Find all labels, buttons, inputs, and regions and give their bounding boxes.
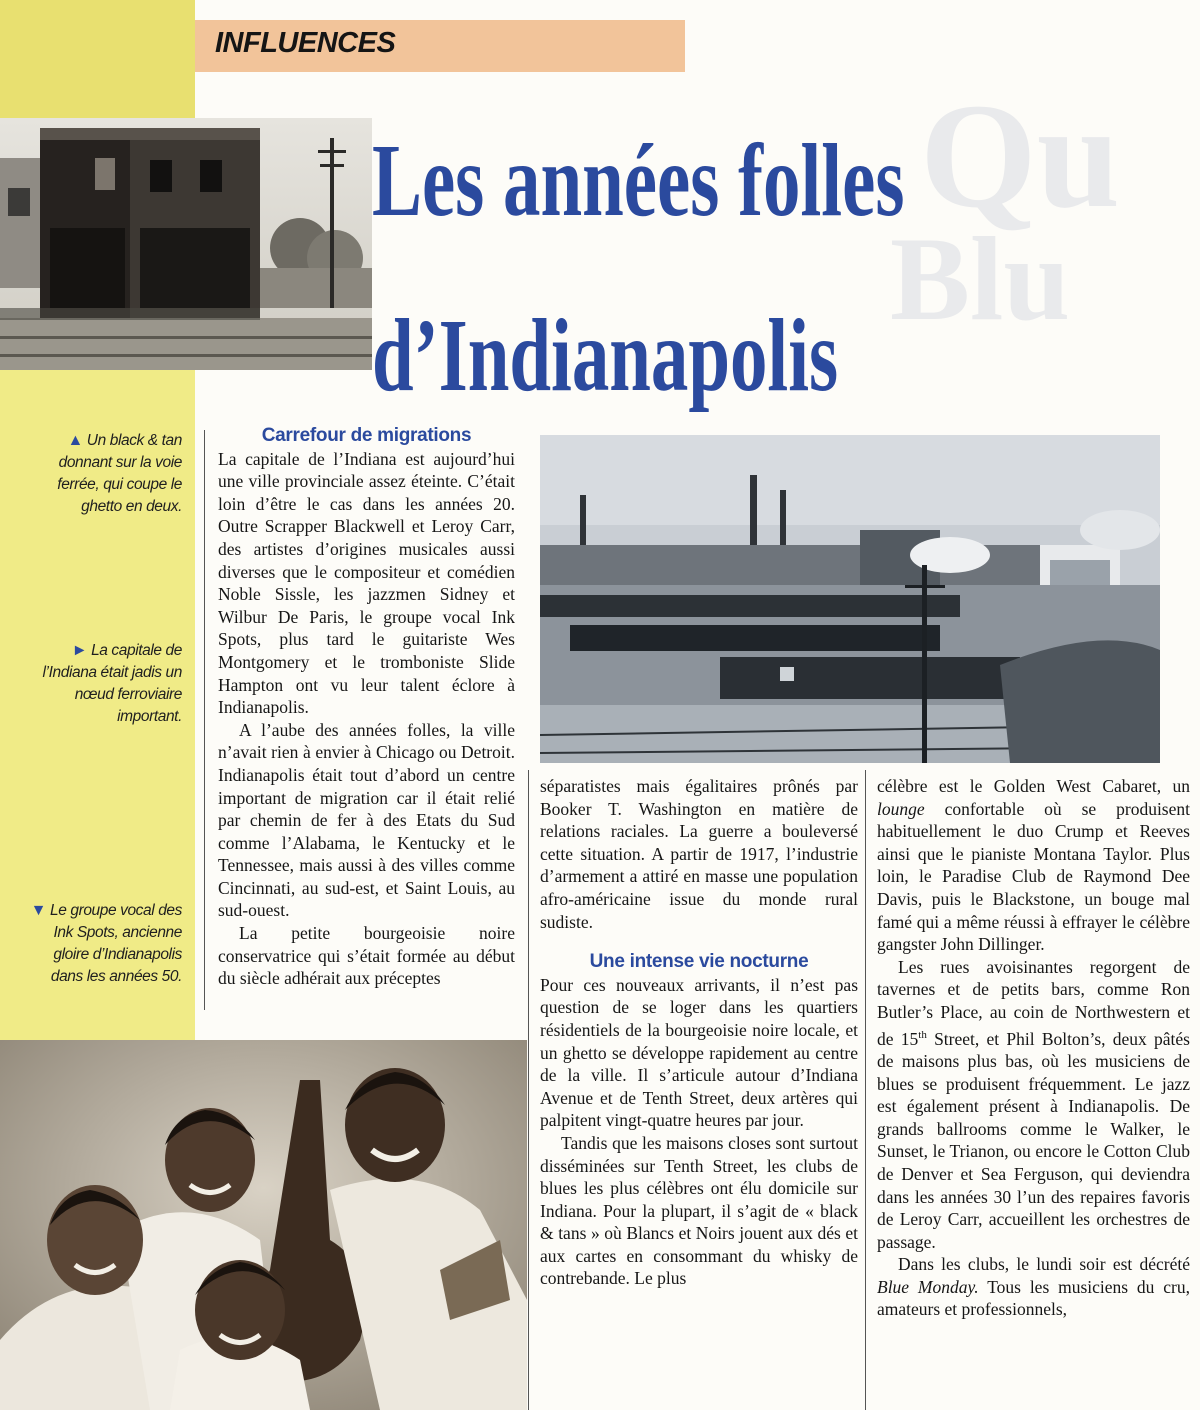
arrow-up-icon: ▲ <box>67 432 83 449</box>
column-divider <box>528 770 529 1410</box>
article-column-3 <box>877 775 1190 1321</box>
paragraph: Les rues avoisinantes regorgent de tavernes et de petits bars, comme Ron Butler’s Place, au coin de Northwestern et de 15th Street, et Phil Bolton’s, deux pâtés de maisons plus bas, où les musiciens de blues se produisent fréquemment. Le jazz est également présent à Indianapolis. De grands ballrooms comme le Walker, le Sunset, le Trianon, ou encore le Cotton Club de Denver et Sea Ferguson, qui deviendra dans les années 30 l’un des repaires favoris de Leroy Carr, accueillent les orchestres de passage. <box>877 956 1190 1252</box>
title-line-2: d’Indianapolis <box>372 298 839 413</box>
caption-text: Un black & tan donnant sur la voie ferrée, qui coupe le ghetto en deux. <box>57 432 182 515</box>
paragraph: célèbre est le Golden West Cabaret, un lounge confortable où se produisent habituellement le duo Crump et Reeves ainsi que le pianiste Montana Taylor. Plus loin, le Paradise Club de Raymond Dee Davis, puis le Blackstone, un bouge mal famé qui a même réussi à effrayer le célèbre gangster John Dillinger. <box>877 776 1190 955</box>
caption-train <box>30 640 182 728</box>
caption-text: Le groupe vocal des Ink Spots, ancienne gloire d’Indianapolis dans les années 50. <box>50 902 182 985</box>
article-column-2 <box>540 775 858 1290</box>
side-band-top <box>0 0 195 118</box>
caption-group <box>30 900 182 988</box>
arrow-down-icon: ▼ <box>30 902 47 919</box>
section-heading: Carrefour de migrations <box>261 425 472 446</box>
railway-yard-photo <box>540 435 1160 763</box>
building-photo <box>0 118 372 370</box>
paragraph: Dans les clubs, le lundi soir est décrété Blue Monday. Tous les musiciens du cru, amateurs et professionnels, <box>877 1254 1190 1320</box>
paragraph: La petite bourgeoisie noire conservatrice qui s’était formée au début du siècle adhérait aux préceptes <box>218 923 515 989</box>
arrow-right-icon: ► <box>71 642 88 659</box>
paragraph: Pour ces nouveaux arrivants, il n’est pas question de se loger dans les quartiers résidentiels de la bourgeoisie noire locale, et un ghetto se développe rapidement au centre de la ville. Il s’articule autour d’Indiana Avenue et de Tenth Street, deux artères qui palpitent vingt-quatre heures par jour. <box>540 974 858 1131</box>
paragraph: La capitale de l’Indiana est aujourd’hui une ville provinciale assez éteinte. C’était loin d’être le cas dans les années 20. Outre Scrapper Blackwell et Leroy Carr, des artistes d’origines musicales aussi diverses que le compositeur et comédien Noble Sissle, les jazzmen Sidney et Wilbur De Paris, le groupe vocal Ink Spots, plus tard le guitariste Wes Montgomery et le tromboniste Slide Hampton ont vu leur talent éclore à Indianapolis. <box>218 448 515 718</box>
section-label: INFLUENCES <box>215 27 396 59</box>
paragraph: séparatistes mais égalitaires prônés par Booker T. Washington en matière de relations raciales. La guerre a bouleversé cette situation. A partir de 1917, l’industrie d’armement a attiré en masse une population afro-américaine issue du monde rural sudiste. <box>540 776 858 932</box>
title-line-1: Les années folles <box>372 123 905 238</box>
ink-spots-photo <box>0 1040 527 1410</box>
caption-text: La capitale de l’Indiana était jadis un nœud ferroviaire important. <box>42 642 182 725</box>
column-divider <box>865 770 866 1410</box>
page-title <box>372 98 962 448</box>
paragraph: Tandis que les maisons closes sont surtout disséminées sur Tenth Street, les clubs de blues les plus célèbres ont élu domicile sur Indiana. Pour la plupart, il s’agit de « black & tans » où Blancs et Noirs jouent aux dés et aux cartes en consommant du whisky de contrebande. Le plus <box>540 1132 858 1289</box>
background-lettering: Qu Blu <box>890 73 1121 345</box>
caption-building <box>30 430 182 518</box>
section-heading: Une intense vie nocturne <box>589 951 809 973</box>
article-column-1 <box>218 425 515 990</box>
column-divider <box>204 430 205 1010</box>
section-tag <box>195 20 685 72</box>
paragraph: A l’aube des années folles, la ville n’avait rien à envier à Chicago ou Detroit. Indianapolis était tout d’abord un centre important de migration car il était relié par chemin de fer à des Etats du Sud comme l’Alabama, le Kentucky et le Tennessee, mais aussi à des villes comme Cincinnati, au sud-est, et Saint Louis, au sud-ouest. <box>218 719 515 921</box>
